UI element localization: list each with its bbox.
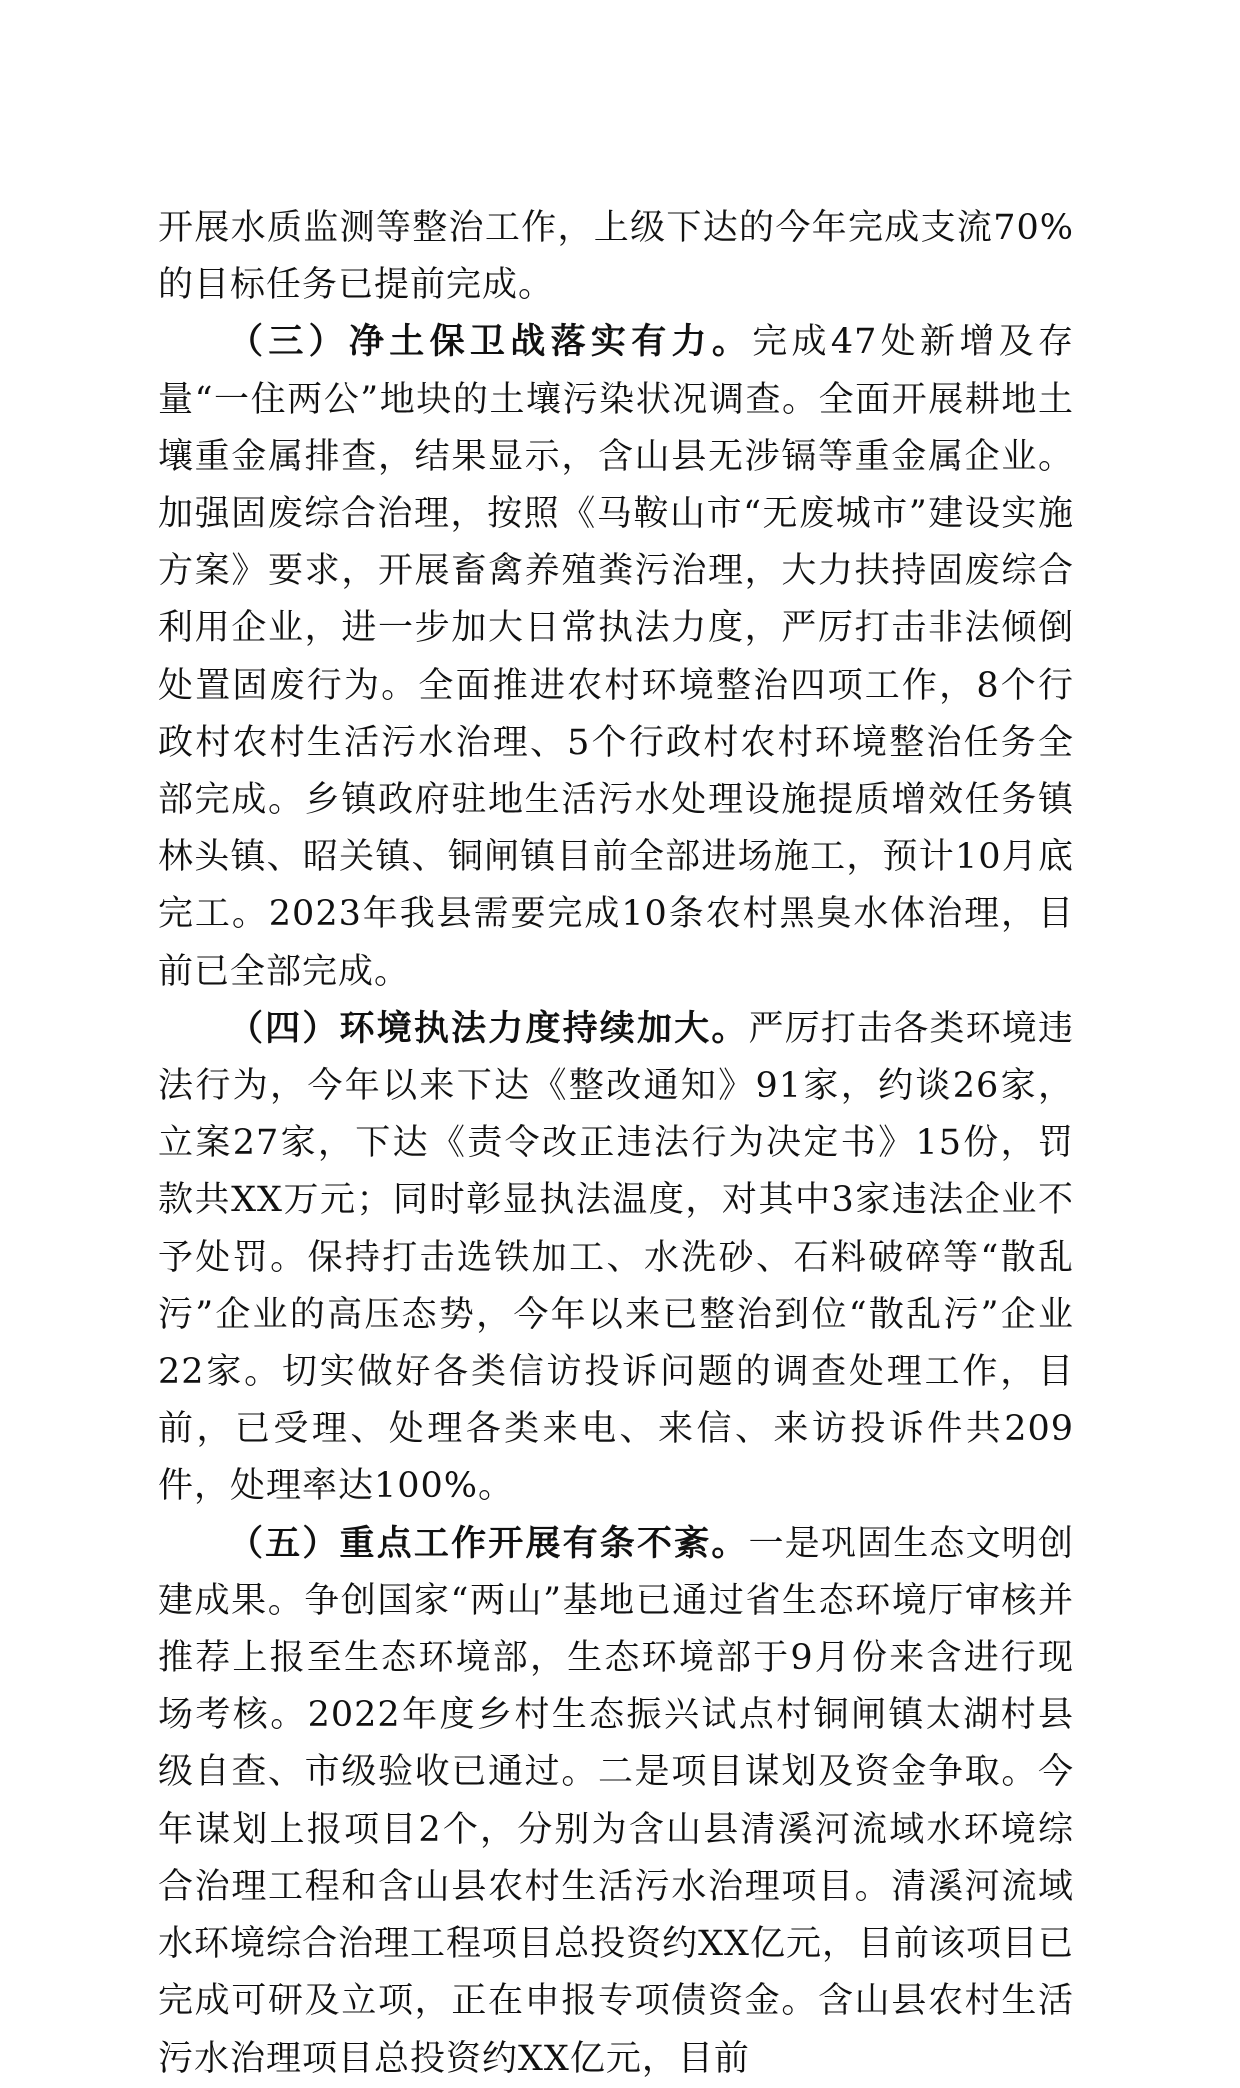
paragraph-text: 一是巩固生态文明创建成果。争创国家“两山”基地已通过省生态环境厅审核并推荐上报至生态环境部，生态环境部于9月份来含进行现场考核。2022年度乡村生态振兴试点村铜闸镇太湖村县级自查、市级验收已通过。二是项目谋划及资金争取。今年谋划上报项目2个，分别为含山县清溪河流域水环境综合治理工程和含山县农村生活污水治理项目。清溪河流域水环境综合治理工程项目总投资约XX亿元，目前该项目已完成可研及立项，正在申报专项债资金。含山县农村生活污水治理项目总投资约XX亿元，目前	[158, 1523, 1074, 2079]
paragraph-key-work	[158, 1516, 1074, 2088]
section-heading-5: （五）重点工作开展有条不紊。	[228, 1523, 749, 1564]
paragraph-soil-protection	[158, 314, 1074, 1000]
document-body	[158, 200, 1074, 2088]
section-heading-4: （四）环境执法力度持续加大。	[228, 1008, 749, 1049]
paragraph-text: 开展水质监测等整治工作，上级下达的今年完成支流70%的目标任务已提前完成。	[158, 208, 1074, 306]
paragraph-law-enforcement	[158, 1001, 1074, 1516]
paragraph-text: 严厉打击各类环境违法行为，今年以来下达《整改通知》91家，约谈26家，立案27家，下达《责令改正违法行为决定书》15份，罚款共XX万元；同时彰显执法温度，对其中3家违法企业不予处罚。保持打击选铁加工、水洗砂、石料破碎等“散乱污”企业的高压态势，今年以来已整治到位“散乱污”企业22家。切实做好各类信访投诉问题的调查处理工作，目前，已受理、处理各类来电、来信、来访投诉件共209件，处理率达100%。	[158, 1008, 1074, 1507]
paragraph-text: 完成47处新增及存量“一住两公”地块的土壤污染状况调查。全面开展耕地土壤重金属排查，结果显示，含山县无涉镉等重金属企业。加强固废综合治理，按照《马鞍山市“无废城市”建设实施方案》要求，开展畜禽养殖粪污治理，大力扶持固废综合利用企业，进一步加大日常执法力度，严厉打击非法倾倒处置固废行为。全面推进农村环境整治四项工作，8个行政村农村生活污水治理、5个行政村农村环境整治任务全部完成。乡镇政府驻地生活污水处理设施提质增效任务镇林头镇、昭关镇、铜闸镇目前全部进场施工，预计10月底完工。2023年我县需要完成10条农村黑臭水体治理，目前已全部完成。	[158, 322, 1074, 992]
paragraph-continuation	[158, 200, 1074, 314]
section-heading-3: （三）净土保卫战落实有力。	[228, 322, 753, 363]
